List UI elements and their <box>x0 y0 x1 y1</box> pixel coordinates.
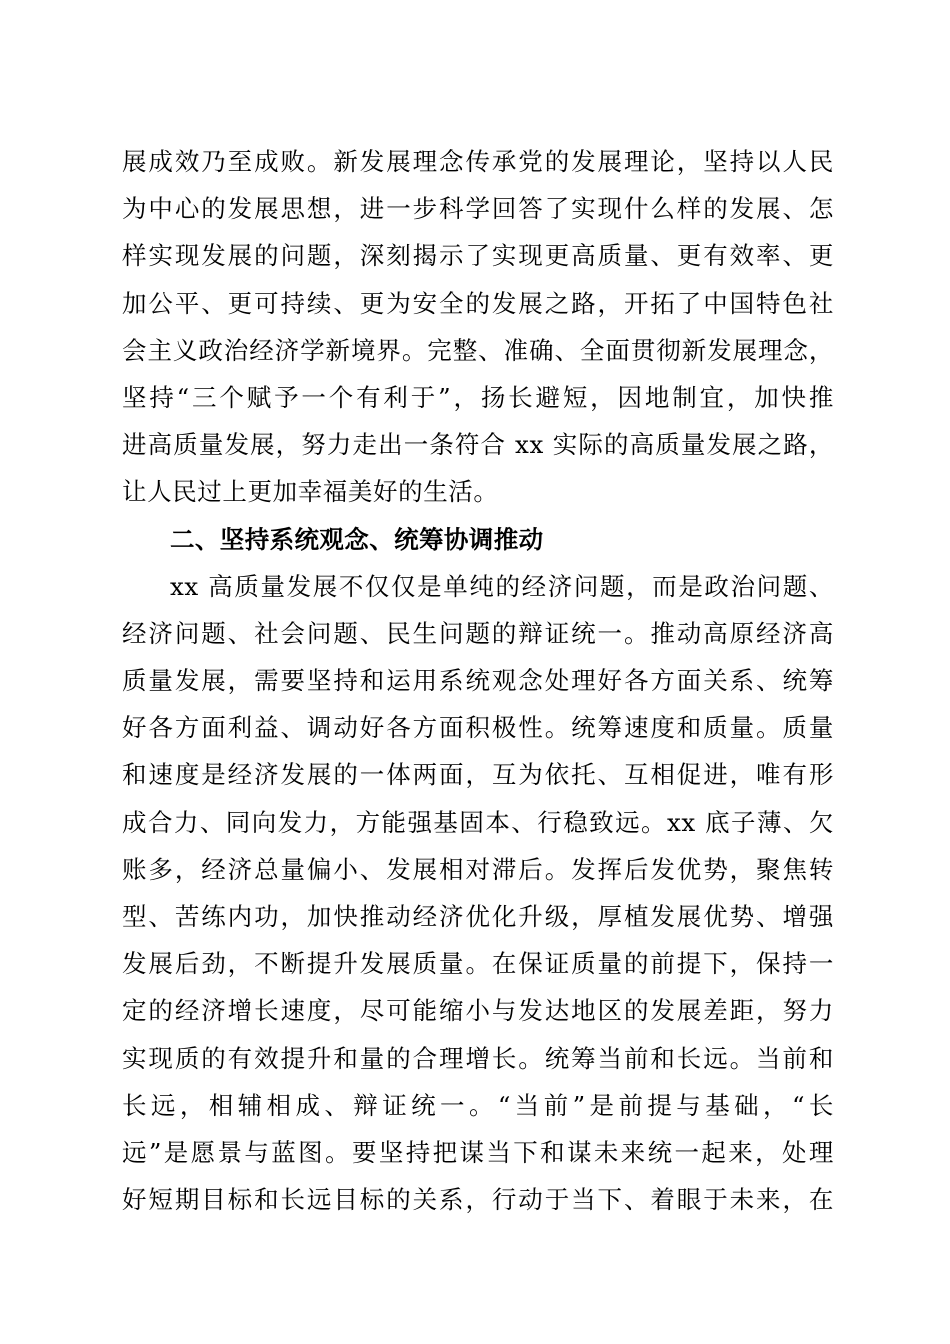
paragraph-line: 会主义政治经济学新境界。完整、准确、全面贯彻新发展理念， <box>122 335 834 365</box>
paragraph-line: 成合力、同向发力，方能强基固本、行稳致远。xx 底子薄、欠 <box>122 807 834 837</box>
paragraph-line: 样实现发展的问题，深刻揭示了实现更高质量、更有效率、更 <box>122 241 834 271</box>
paragraph-line: 坚持“三个赋予一个有利于”，扬长避短，因地制宜，加快推 <box>122 382 834 412</box>
paragraph-line: 好各方面利益、调动好各方面积极性。统筹速度和质量。质量 <box>122 713 834 743</box>
paragraph-line: 进高质量发展，努力走出一条符合 xx 实际的高质量发展之路， <box>122 430 834 460</box>
paragraph-line: 实现质的有效提升和量的合理增长。统筹当前和长远。当前和 <box>122 1043 834 1073</box>
paragraph-line: 定的经济增长速度，尽可能缩小与发达地区的发展差距，努力 <box>122 996 834 1026</box>
paragraph-line: 发展后劲，不断提升发展质量。在保证质量的前提下，保持一 <box>122 949 834 979</box>
document-body <box>122 138 834 1223</box>
paragraph-line: 加公平、更可持续、更为安全的发展之路，开拓了中国特色社 <box>122 288 834 318</box>
paragraph-line: 账多，经济总量偏小、发展相对滞后。发挥后发优势，聚焦转 <box>122 854 834 884</box>
paragraph-line: 型、苦练内功，加快推动经济优化升级，厚植发展优势、增强 <box>122 902 834 931</box>
paragraph-line: 经济问题、社会问题、民生问题的辩证统一。推动高原经济高 <box>122 618 834 648</box>
paragraph-line: 展成效乃至成败。新发展理念传承党的发展理论，坚持以人民 <box>122 147 834 176</box>
paragraph-line: 为中心的发展思想，进一步科学回答了实现什么样的发展、怎 <box>122 194 834 224</box>
paragraph-line: 长远，相辅相成、辩证统一。“当前”是前提与基础，“长 <box>122 1090 834 1120</box>
paragraph-line: 让人民过上更加幸福美好的生活。 <box>122 477 499 507</box>
paragraph-line: 远”是愿景与蓝图。要坚持把谋当下和谋未来统一起来，处理 <box>122 1137 834 1167</box>
paragraph-line: 好短期目标和长远目标的关系，行动于当下、着眼于未来，在 <box>122 1185 834 1215</box>
paragraph-line: 和速度是经济发展的一体两面，互为依托、互相促进，唯有形 <box>122 760 834 790</box>
section-heading: 二、坚持系统观念、统筹协调推动 <box>170 524 544 554</box>
paragraph-line: 质量发展，需要坚持和运用系统观念处理好各方面关系、统筹 <box>122 666 834 696</box>
paragraph-line: xx 高质量发展不仅仅是单纯的经济问题，而是政治问题、 <box>170 571 834 601</box>
